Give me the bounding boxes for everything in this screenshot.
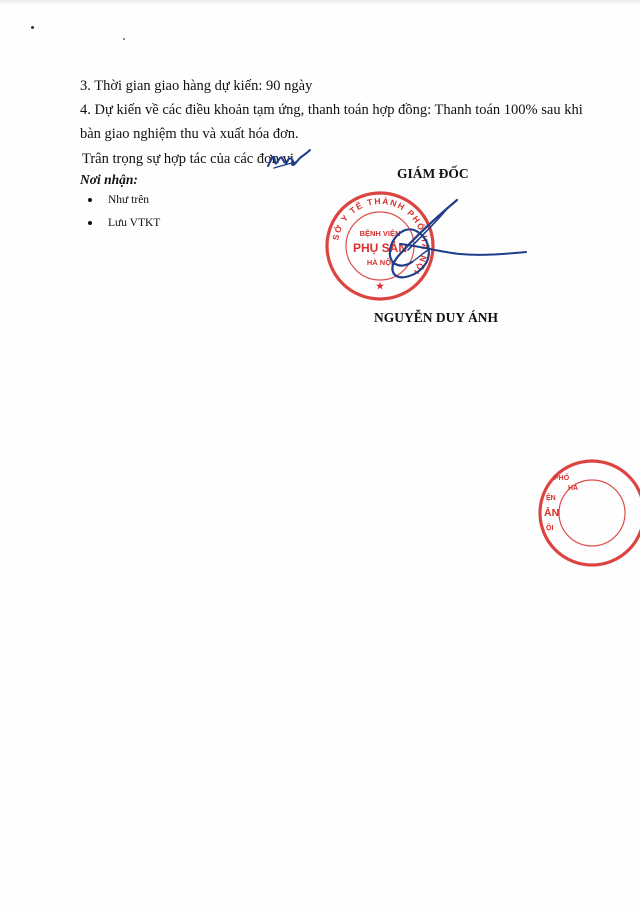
svg-text:SỞ Y TẾ THÀNH PHỐ HÀ NỘI: SỞ Y TẾ THÀNH PHỐ HÀ NỘI — [330, 195, 431, 278]
payment-terms-continuation: bàn giao nghiệm thu và xuất hóa đơn. — [80, 126, 299, 142]
recipients-label: Nơi nhận: — [80, 172, 138, 187]
scan-speck — [31, 26, 34, 29]
bullet-icon — [88, 198, 92, 202]
edge-seal-icon — [524, 458, 640, 568]
svg-text:ẢN: ẢN — [544, 507, 560, 519]
delivery-time-line: 3. Thời gian giao hàng dự kiến: 90 ngày — [80, 78, 313, 94]
edge-seal — [524, 458, 640, 568]
director-title: GIÁM ĐỐC — [397, 166, 469, 181]
recipient-text: Lưu VTKT — [108, 217, 161, 229]
initials-icon — [266, 146, 312, 172]
svg-text:HÀ: HÀ — [568, 485, 579, 492]
director-name: NGUYỄN DUY ÁNH — [374, 310, 498, 325]
svg-text:HÀ NỘI: HÀ NỘI — [366, 258, 394, 267]
signature-icon — [360, 196, 530, 286]
svg-text:ỘI: ỘI — [546, 525, 554, 532]
scan-speck — [123, 38, 125, 40]
closing-line: Trân trọng sự hợp tác của các đơn vị. — [82, 151, 298, 167]
svg-text:★: ★ — [375, 281, 385, 291]
recipient-item — [88, 215, 160, 238]
scan-top-edge — [0, 0, 640, 5]
svg-text:PHỤ SẢN: PHỤ SẢN — [352, 241, 408, 255]
recipient-list — [88, 192, 160, 238]
svg-text:ỆN: ỆN — [546, 495, 556, 502]
recipient-item — [88, 192, 160, 215]
svg-text:BỆNH VIỆN: BỆNH VIỆN — [359, 229, 401, 238]
recipient-text: Như trên — [108, 194, 150, 206]
svg-text:PHỐ: PHỐ — [554, 475, 570, 482]
bullet-icon — [88, 221, 92, 225]
payment-terms-line: 4. Dự kiến về các điều khoản tạm ứng, thanh toán hợp đồng: Thanh toán 100% sau khi — [80, 102, 583, 118]
